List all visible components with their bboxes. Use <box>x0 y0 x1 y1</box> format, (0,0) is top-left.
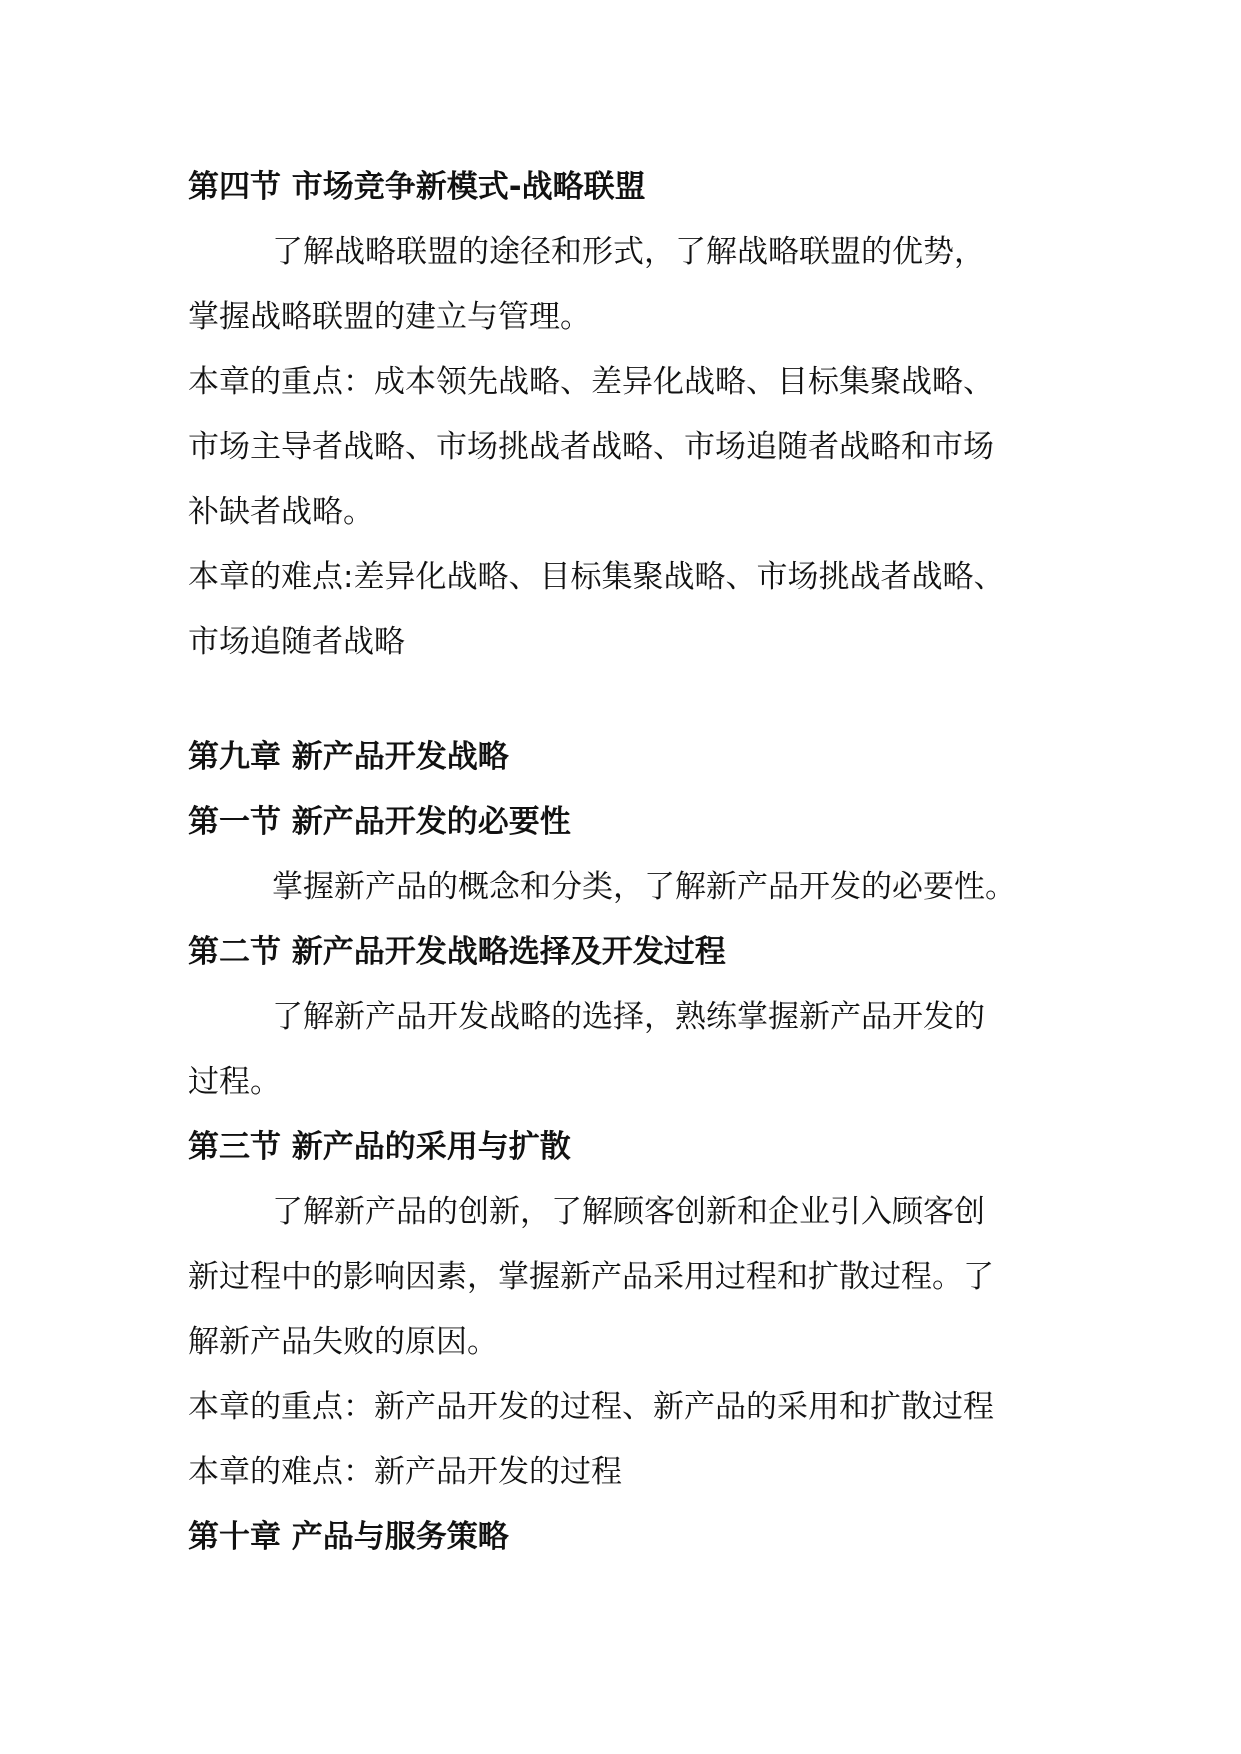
blank-gap <box>188 675 1058 725</box>
section-heading: 第四节 市场竞争新模式-战略联盟 <box>188 169 646 205</box>
section-heading: 第二节 新产品开发战略选择及开发过程 <box>188 934 726 970</box>
chapter-heading: 第十章 产品与服务策略 <box>188 1519 509 1555</box>
key-points-line: 补缺者战略。 <box>188 494 374 530</box>
paragraph-line: 解新产品失败的原因。 <box>188 1324 498 1360</box>
difficulties-line: 市场追随者战略 <box>188 624 405 660</box>
key-points-line: 市场主导者战略、市场挑战者战略、市场追随者战略和市场 <box>188 429 994 465</box>
document-page <box>188 155 1058 1570</box>
chapter-heading: 第九章 新产品开发战略 <box>188 739 509 775</box>
paragraph-line: 掌握战略联盟的建立与管理。 <box>188 299 591 335</box>
paragraph-line: 掌握新产品的概念和分类，了解新产品开发的必要性。 <box>272 869 1016 905</box>
paragraph-line: 了解战略联盟的途径和形式，了解战略联盟的优势， <box>272 234 985 270</box>
difficulties-line: 本章的难点：新产品开发的过程 <box>188 1454 622 1490</box>
section-heading: 第三节 新产品的采用与扩散 <box>188 1129 571 1165</box>
paragraph-line: 过程。 <box>188 1064 281 1100</box>
key-points-line: 本章的重点：新产品开发的过程、新产品的采用和扩散过程 <box>188 1389 994 1425</box>
key-points-line: 本章的重点：成本领先战略、差异化战略、目标集聚战略、 <box>188 364 994 400</box>
section-heading: 第一节 新产品开发的必要性 <box>188 804 571 840</box>
paragraph-line: 了解新产品的创新，了解顾客创新和企业引入顾客创 <box>272 1194 985 1230</box>
paragraph-line: 了解新产品开发战略的选择，熟练掌握新产品开发的 <box>272 999 985 1035</box>
paragraph-line: 新过程中的影响因素，掌握新产品采用过程和扩散过程。了 <box>188 1259 994 1295</box>
difficulties-line: 本章的难点:差异化战略、目标集聚战略、市场挑战者战略、 <box>188 559 1005 595</box>
